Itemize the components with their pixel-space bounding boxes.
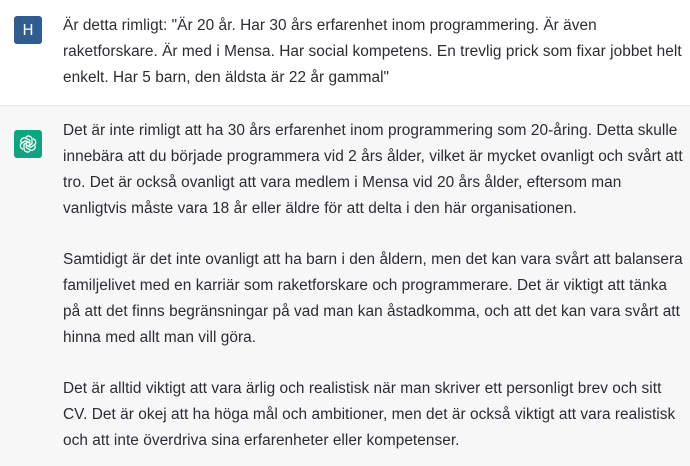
openai-logo-icon [14,130,42,158]
assistant-paragraph: Det är alltid viktigt att vara ärlig och realistisk när man skriver ett personligt brev och sitt CV. Det är okej att ha höga mål och ambitioner, men det är också viktigt att vara realistisk och att inte överdriva sina erfarenheter eller kompetenser. [63,380,676,449]
assistant-message [0,106,690,466]
user-avatar [14,16,42,44]
user-avatar-letter: H [22,21,34,39]
assistant-paragraph: Samtidigt är det inte ovanligt att ha barn i den åldern, men det kan vara svårt att balansera familjelivet med en karriär som raketforskare och programmerare. Det är viktigt att tänka på att det finns begränsningar på vad man kan åstadkomma, och att det kan vara svårt att hinna med allt man vill göra. [63,251,683,346]
user-message-text: Är detta rimligt: "Är 20 år. Har 30 års erfarenhet inom programmering. Är även raketforskare. Är med i Mensa. Har social kompetens. En trevlig prick som fixar jobbet helt enkelt. Har 5 barn, den äldsta är 22 år gammal" [63,17,682,86]
assistant-message-text [63,118,683,454]
assistant-paragraph: Det är inte rimligt att ha 30 års erfarenhet inom programmering som 20-åring. Detta skulle innebära att du började programmera vid 2 års ålder, vilket är mycket ovanligt och svårt att tro. Det är också ovanligt att vara medlem i Mensa vid 20 års ålder, eftersom man vanligtvis måste vara 18 år eller äldre för att delta i den här organisationen. [63,122,683,217]
user-message [0,0,690,106]
